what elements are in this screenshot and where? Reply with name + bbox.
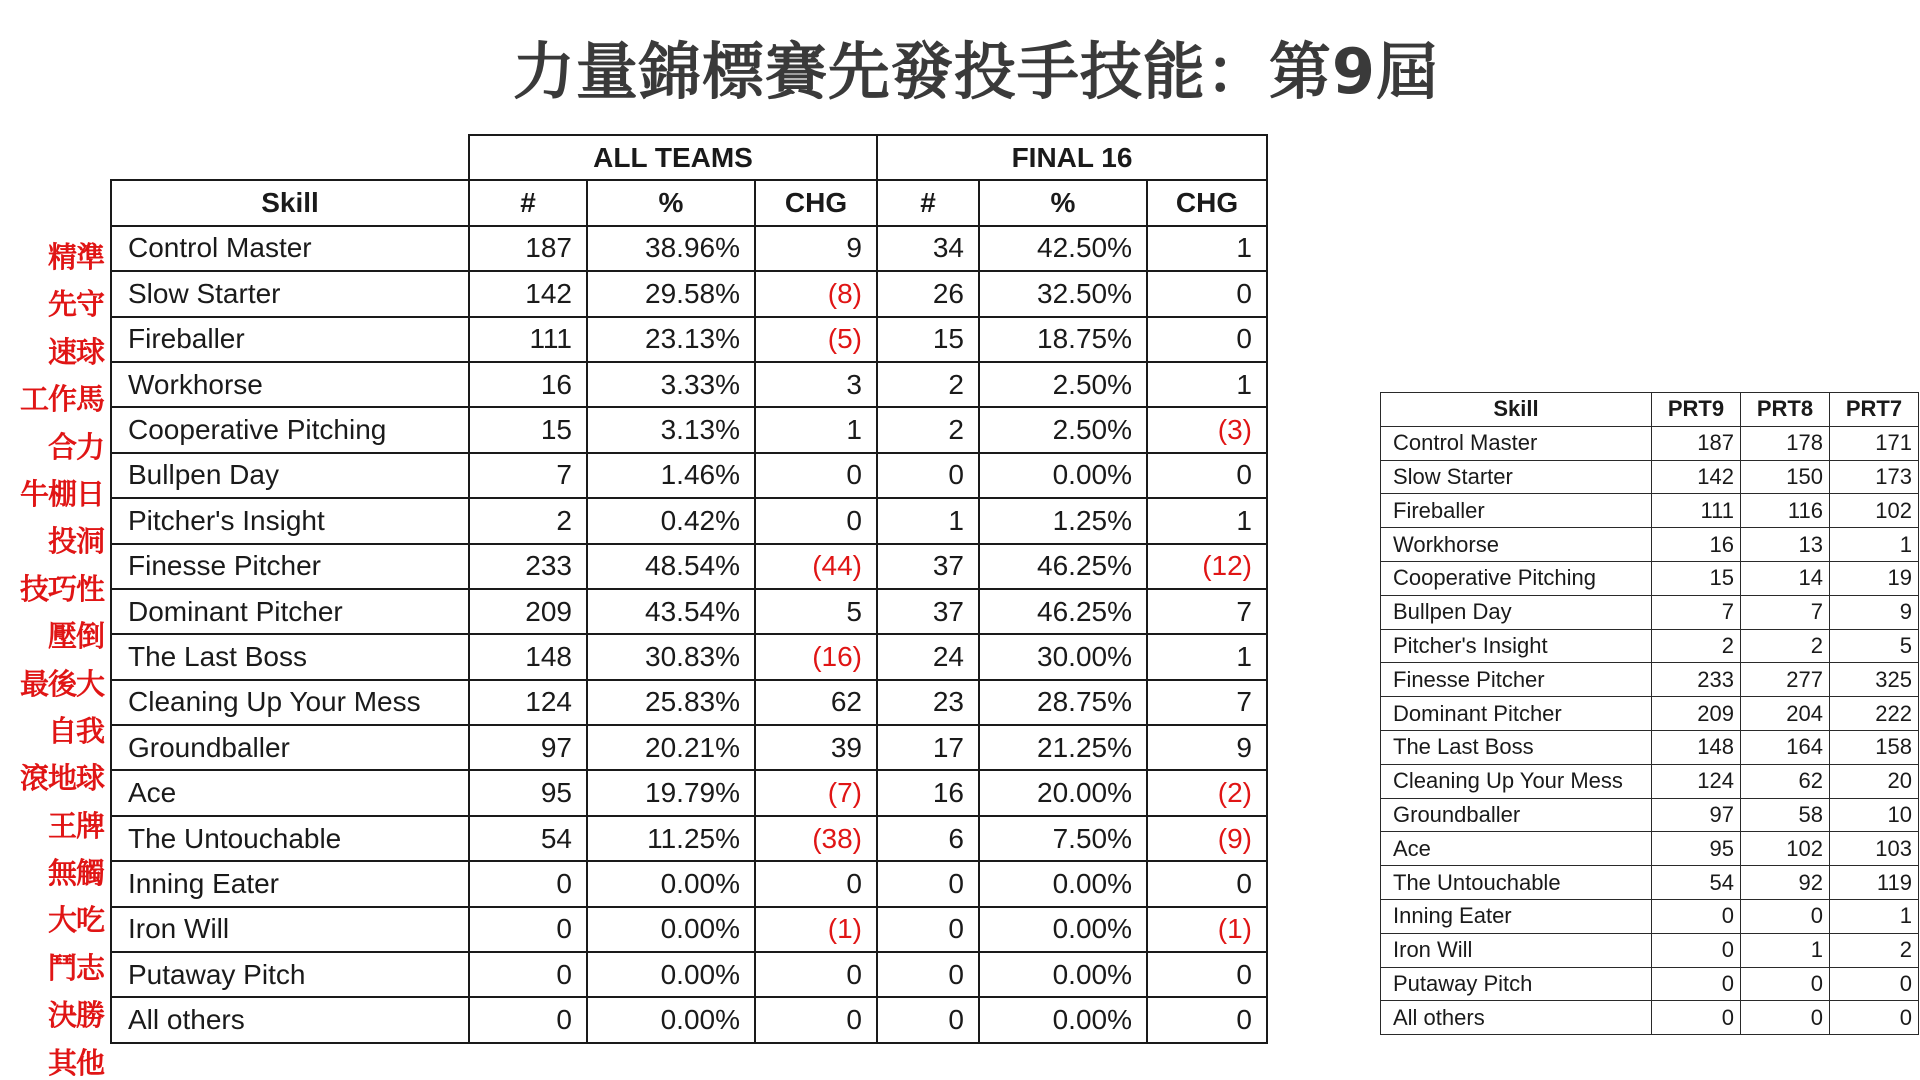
table-row: [111, 952, 1267, 997]
blank-corner: [111, 135, 469, 180]
prt7-cell: 1: [1830, 528, 1919, 562]
table-row: [111, 861, 1267, 906]
final-count-cell: 26: [877, 271, 979, 316]
table-row: [1381, 629, 1919, 663]
final-count-cell: 34: [877, 226, 979, 271]
prt7-cell: 173: [1830, 460, 1919, 494]
all-percent-cell: 19.79%: [587, 770, 755, 815]
prt9-cell: 0: [1652, 933, 1741, 967]
history-skill-cell: Dominant Pitcher: [1381, 697, 1652, 731]
final-percent-cell: 1.25%: [979, 498, 1147, 543]
prt8-cell: 116: [1741, 494, 1830, 528]
skill-cell: Slow Starter: [111, 271, 469, 316]
final-change-cell: (9): [1147, 816, 1267, 861]
prt8-cell: 0: [1741, 899, 1830, 933]
prt9-cell: 209: [1652, 697, 1741, 731]
skill-cell: The Last Boss: [111, 634, 469, 679]
history-skill-cell: Cleaning Up Your Mess: [1381, 764, 1652, 798]
group-header-final-16: FINAL 16: [877, 135, 1267, 180]
table-row: [111, 907, 1267, 952]
final-percent-cell: 2.50%: [979, 407, 1147, 452]
prt9-cell: 97: [1652, 798, 1741, 832]
prt9-cell: 0: [1652, 1001, 1741, 1035]
history-skill-cell: Slow Starter: [1381, 460, 1652, 494]
final-count-cell: 15: [877, 317, 979, 362]
all-count-cell: 15: [469, 407, 587, 452]
prt7-cell: 10: [1830, 798, 1919, 832]
table-row: [1381, 866, 1919, 900]
all-count-cell: 124: [469, 680, 587, 725]
final-count-cell: 37: [877, 544, 979, 589]
skill-cell: The Untouchable: [111, 816, 469, 861]
history-header-skill: Skill: [1381, 393, 1652, 427]
skill-cell: Workhorse: [111, 362, 469, 407]
prt9-cell: 111: [1652, 494, 1741, 528]
prt8-cell: 2: [1741, 629, 1830, 663]
prt8-cell: 0: [1741, 967, 1830, 1001]
final-count-cell: 24: [877, 634, 979, 679]
table-row: [1381, 832, 1919, 866]
table-row: [111, 816, 1267, 861]
table-row: [111, 634, 1267, 679]
prt7-cell: 325: [1830, 663, 1919, 697]
prt8-cell: 62: [1741, 764, 1830, 798]
all-count-cell: 97: [469, 725, 587, 770]
final-change-cell: 0: [1147, 861, 1267, 906]
column-header-skill: Skill: [111, 180, 469, 225]
all-percent-cell: 11.25%: [587, 816, 755, 861]
table-row: [1381, 494, 1919, 528]
final-change-cell: 0: [1147, 453, 1267, 498]
history-skill-cell: Putaway Pitch: [1381, 967, 1652, 1001]
side-label: 鬥志: [47, 950, 104, 985]
all-count-cell: 7: [469, 453, 587, 498]
prt8-cell: 178: [1741, 426, 1830, 460]
final-change-cell: 0: [1147, 997, 1267, 1042]
side-label: 投洞: [47, 524, 104, 559]
final-count-cell: 23: [877, 680, 979, 725]
skill-cell: Cooperative Pitching: [111, 407, 469, 452]
prt8-cell: 92: [1741, 866, 1830, 900]
prt7-cell: 5: [1830, 629, 1919, 663]
prt7-cell: 1: [1830, 899, 1919, 933]
table-row: [1381, 528, 1919, 562]
prt9-cell: 7: [1652, 595, 1741, 629]
final-percent-cell: 21.25%: [979, 725, 1147, 770]
prt8-cell: 150: [1741, 460, 1830, 494]
all-change-cell: (16): [755, 634, 877, 679]
final-count-cell: 0: [877, 907, 979, 952]
all-count-cell: 0: [469, 997, 587, 1042]
skill-cell: Iron Will: [111, 907, 469, 952]
all-change-cell: 5: [755, 589, 877, 634]
table-row: [111, 997, 1267, 1042]
all-count-cell: 95: [469, 770, 587, 815]
all-change-cell: (1): [755, 907, 877, 952]
history-skill-cell: Cooperative Pitching: [1381, 561, 1652, 595]
side-label: 決勝: [47, 998, 104, 1033]
table-row: [111, 544, 1267, 589]
final-count-cell: 0: [877, 997, 979, 1042]
column-header-row: [111, 180, 1267, 225]
table-row: [1381, 899, 1919, 933]
prt8-cell: 204: [1741, 697, 1830, 731]
final-count-cell: 2: [877, 362, 979, 407]
prt7-cell: 171: [1830, 426, 1919, 460]
prt8-cell: 164: [1741, 730, 1830, 764]
prt9-cell: 187: [1652, 426, 1741, 460]
skill-cell: Bullpen Day: [111, 453, 469, 498]
prt7-cell: 103: [1830, 832, 1919, 866]
side-label: 牛棚日: [19, 476, 104, 511]
all-percent-cell: 3.33%: [587, 362, 755, 407]
all-percent-cell: 23.13%: [587, 317, 755, 362]
prt9-cell: 54: [1652, 866, 1741, 900]
skill-cell: Ace: [111, 770, 469, 815]
prt8-cell: 58: [1741, 798, 1830, 832]
side-label: 大吃: [47, 903, 104, 938]
side-label: 速球: [47, 334, 104, 369]
final-count-cell: 1: [877, 498, 979, 543]
final-change-cell: 0: [1147, 952, 1267, 997]
all-change-cell: (38): [755, 816, 877, 861]
table-row: [111, 226, 1267, 271]
skill-cell: All others: [111, 997, 469, 1042]
main-table-body: [111, 226, 1267, 1043]
all-change-cell: (5): [755, 317, 877, 362]
column-header-all-change: CHG: [755, 180, 877, 225]
table-row: [1381, 730, 1919, 764]
history-skill-cell: Ace: [1381, 832, 1652, 866]
final-count-cell: 16: [877, 770, 979, 815]
skill-cell: Groundballer: [111, 725, 469, 770]
final-change-cell: 1: [1147, 498, 1267, 543]
table-row: [111, 725, 1267, 770]
prt8-cell: 1: [1741, 933, 1830, 967]
final-change-cell: 1: [1147, 634, 1267, 679]
table-row: [1381, 1001, 1919, 1035]
table-row: [111, 680, 1267, 725]
final-percent-cell: 7.50%: [979, 816, 1147, 861]
all-percent-cell: 1.46%: [587, 453, 755, 498]
final-change-cell: 1: [1147, 362, 1267, 407]
final-change-cell: 1: [1147, 226, 1267, 271]
table-row: [111, 453, 1267, 498]
history-skill-cell: Pitcher's Insight: [1381, 629, 1652, 663]
skill-cell: Dominant Pitcher: [111, 589, 469, 634]
prt7-cell: 0: [1830, 1001, 1919, 1035]
prt7-cell: 102: [1830, 494, 1919, 528]
history-skill-cell: Inning Eater: [1381, 899, 1652, 933]
all-count-cell: 148: [469, 634, 587, 679]
final-percent-cell: 42.50%: [979, 226, 1147, 271]
final-percent-cell: 20.00%: [979, 770, 1147, 815]
table-row: [111, 271, 1267, 316]
all-count-cell: 0: [469, 952, 587, 997]
all-change-cell: 62: [755, 680, 877, 725]
final-percent-cell: 0.00%: [979, 952, 1147, 997]
prt7-cell: 20: [1830, 764, 1919, 798]
history-header-prt7: PRT7: [1830, 393, 1919, 427]
skill-cell: Pitcher's Insight: [111, 498, 469, 543]
table-row: [1381, 967, 1919, 1001]
final-count-cell: 2: [877, 407, 979, 452]
prt9-cell: 0: [1652, 967, 1741, 1001]
all-percent-cell: 43.54%: [587, 589, 755, 634]
all-count-cell: 111: [469, 317, 587, 362]
final-change-cell: 0: [1147, 271, 1267, 316]
table-row: [111, 317, 1267, 362]
column-header-final-count: #: [877, 180, 979, 225]
final-percent-cell: 0.00%: [979, 907, 1147, 952]
final-percent-cell: 0.00%: [979, 861, 1147, 906]
column-header-all-count: #: [469, 180, 587, 225]
all-count-cell: 209: [469, 589, 587, 634]
final-change-cell: 7: [1147, 680, 1267, 725]
column-header-final-change: CHG: [1147, 180, 1267, 225]
side-label: 無觸: [47, 856, 104, 891]
page-title: 力量錦標賽先發投手技能：第9屆: [512, 35, 1440, 108]
all-percent-cell: 0.00%: [587, 952, 755, 997]
history-skill-cell: Control Master: [1381, 426, 1652, 460]
all-change-cell: 9: [755, 226, 877, 271]
all-percent-cell: 0.42%: [587, 498, 755, 543]
column-header-final-percent: %: [979, 180, 1147, 225]
side-label: 精準: [47, 240, 104, 274]
prt8-cell: 102: [1741, 832, 1830, 866]
skill-cell: Putaway Pitch: [111, 952, 469, 997]
final-percent-cell: 46.25%: [979, 589, 1147, 634]
table-row: [1381, 663, 1919, 697]
side-label: 先守: [47, 287, 104, 322]
side-label: 壓倒: [47, 619, 104, 654]
all-change-cell: 1: [755, 407, 877, 452]
prt9-cell: 15: [1652, 561, 1741, 595]
prt7-cell: 158: [1830, 730, 1919, 764]
final-percent-cell: 0.00%: [979, 997, 1147, 1042]
prt7-cell: 19: [1830, 561, 1919, 595]
final-percent-cell: 28.75%: [979, 680, 1147, 725]
table-row: [1381, 933, 1919, 967]
table-row: [111, 589, 1267, 634]
all-change-cell: 0: [755, 952, 877, 997]
table-row: [1381, 595, 1919, 629]
side-label: 合力: [47, 429, 104, 464]
all-count-cell: 187: [469, 226, 587, 271]
prt7-cell: 222: [1830, 697, 1919, 731]
side-label: 其他: [47, 1045, 104, 1080]
side-label: 王牌: [47, 808, 104, 843]
all-count-cell: 0: [469, 861, 587, 906]
final-percent-cell: 46.25%: [979, 544, 1147, 589]
history-skill-cell: The Untouchable: [1381, 866, 1652, 900]
side-label: 最後大: [19, 666, 104, 701]
skill-cell: Control Master: [111, 226, 469, 271]
all-change-cell: (8): [755, 271, 877, 316]
final-change-cell: (2): [1147, 770, 1267, 815]
group-header-all-teams: ALL TEAMS: [469, 135, 877, 180]
final-percent-cell: 30.00%: [979, 634, 1147, 679]
final-count-cell: 6: [877, 816, 979, 861]
skill-cell: Inning Eater: [111, 861, 469, 906]
final-change-cell: (3): [1147, 407, 1267, 452]
table-row: [111, 770, 1267, 815]
prt7-cell: 0: [1830, 967, 1919, 1001]
prt9-cell: 148: [1652, 730, 1741, 764]
table-row: [111, 407, 1267, 452]
all-change-cell: 0: [755, 498, 877, 543]
main-skill-table: [110, 134, 1268, 1044]
side-label: 自我: [47, 713, 104, 748]
all-count-cell: 142: [469, 271, 587, 316]
history-table-body: [1381, 426, 1919, 1034]
final-change-cell: 9: [1147, 725, 1267, 770]
all-count-cell: 16: [469, 362, 587, 407]
all-change-cell: 3: [755, 362, 877, 407]
all-change-cell: (44): [755, 544, 877, 589]
all-percent-cell: 30.83%: [587, 634, 755, 679]
side-label: 工作馬: [19, 382, 104, 417]
prt8-cell: 7: [1741, 595, 1830, 629]
history-skill-cell: Fireballer: [1381, 494, 1652, 528]
final-count-cell: 0: [877, 453, 979, 498]
history-skill-table: [1380, 392, 1919, 1035]
table-row: [1381, 460, 1919, 494]
all-change-cell: 39: [755, 725, 877, 770]
prt7-cell: 2: [1830, 933, 1919, 967]
final-change-cell: 0: [1147, 317, 1267, 362]
prt7-cell: 119: [1830, 866, 1919, 900]
history-header-row: [1381, 393, 1919, 427]
final-change-cell: (12): [1147, 544, 1267, 589]
all-percent-cell: 3.13%: [587, 407, 755, 452]
prt8-cell: 13: [1741, 528, 1830, 562]
final-percent-cell: 0.00%: [979, 453, 1147, 498]
all-percent-cell: 0.00%: [587, 997, 755, 1042]
all-count-cell: 0: [469, 907, 587, 952]
history-skill-cell: Iron Will: [1381, 933, 1652, 967]
history-header-prt8: PRT8: [1741, 393, 1830, 427]
prt8-cell: 14: [1741, 561, 1830, 595]
prt9-cell: 142: [1652, 460, 1741, 494]
all-percent-cell: 29.58%: [587, 271, 755, 316]
all-percent-cell: 0.00%: [587, 861, 755, 906]
side-label-column: [0, 234, 106, 1080]
table-row: [1381, 561, 1919, 595]
history-header-prt9: PRT9: [1652, 393, 1741, 427]
side-label: 技巧性: [19, 571, 104, 606]
table-row: [1381, 764, 1919, 798]
prt9-cell: 0: [1652, 899, 1741, 933]
final-count-cell: 0: [877, 952, 979, 997]
prt8-cell: 277: [1741, 663, 1830, 697]
final-percent-cell: 32.50%: [979, 271, 1147, 316]
table-row: [1381, 798, 1919, 832]
table-row: [111, 362, 1267, 407]
all-change-cell: (7): [755, 770, 877, 815]
column-header-all-percent: %: [587, 180, 755, 225]
final-count-cell: 17: [877, 725, 979, 770]
skill-cell: Finesse Pitcher: [111, 544, 469, 589]
table-row: [1381, 697, 1919, 731]
all-count-cell: 233: [469, 544, 587, 589]
all-count-cell: 2: [469, 498, 587, 543]
prt8-cell: 0: [1741, 1001, 1830, 1035]
history-skill-cell: Bullpen Day: [1381, 595, 1652, 629]
final-count-cell: 0: [877, 861, 979, 906]
history-skill-cell: Groundballer: [1381, 798, 1652, 832]
table-row: [111, 498, 1267, 543]
history-skill-cell: All others: [1381, 1001, 1652, 1035]
group-header-row: [111, 135, 1267, 180]
prt7-cell: 9: [1830, 595, 1919, 629]
history-skill-cell: Workhorse: [1381, 528, 1652, 562]
history-skill-cell: Finesse Pitcher: [1381, 663, 1652, 697]
final-count-cell: 37: [877, 589, 979, 634]
skill-cell: Cleaning Up Your Mess: [111, 680, 469, 725]
all-percent-cell: 25.83%: [587, 680, 755, 725]
final-change-cell: (1): [1147, 907, 1267, 952]
all-change-cell: 0: [755, 861, 877, 906]
history-skill-cell: The Last Boss: [1381, 730, 1652, 764]
all-percent-cell: 0.00%: [587, 907, 755, 952]
all-percent-cell: 38.96%: [587, 226, 755, 271]
final-change-cell: 7: [1147, 589, 1267, 634]
all-count-cell: 54: [469, 816, 587, 861]
prt9-cell: 16: [1652, 528, 1741, 562]
side-label: 滾地球: [19, 761, 104, 796]
all-change-cell: 0: [755, 997, 877, 1042]
prt9-cell: 233: [1652, 663, 1741, 697]
all-change-cell: 0: [755, 453, 877, 498]
prt9-cell: 95: [1652, 832, 1741, 866]
skill-cell: Fireballer: [111, 317, 469, 362]
prt9-cell: 124: [1652, 764, 1741, 798]
prt9-cell: 2: [1652, 629, 1741, 663]
table-row: [1381, 426, 1919, 460]
final-percent-cell: 2.50%: [979, 362, 1147, 407]
all-percent-cell: 48.54%: [587, 544, 755, 589]
final-percent-cell: 18.75%: [979, 317, 1147, 362]
all-percent-cell: 20.21%: [587, 725, 755, 770]
